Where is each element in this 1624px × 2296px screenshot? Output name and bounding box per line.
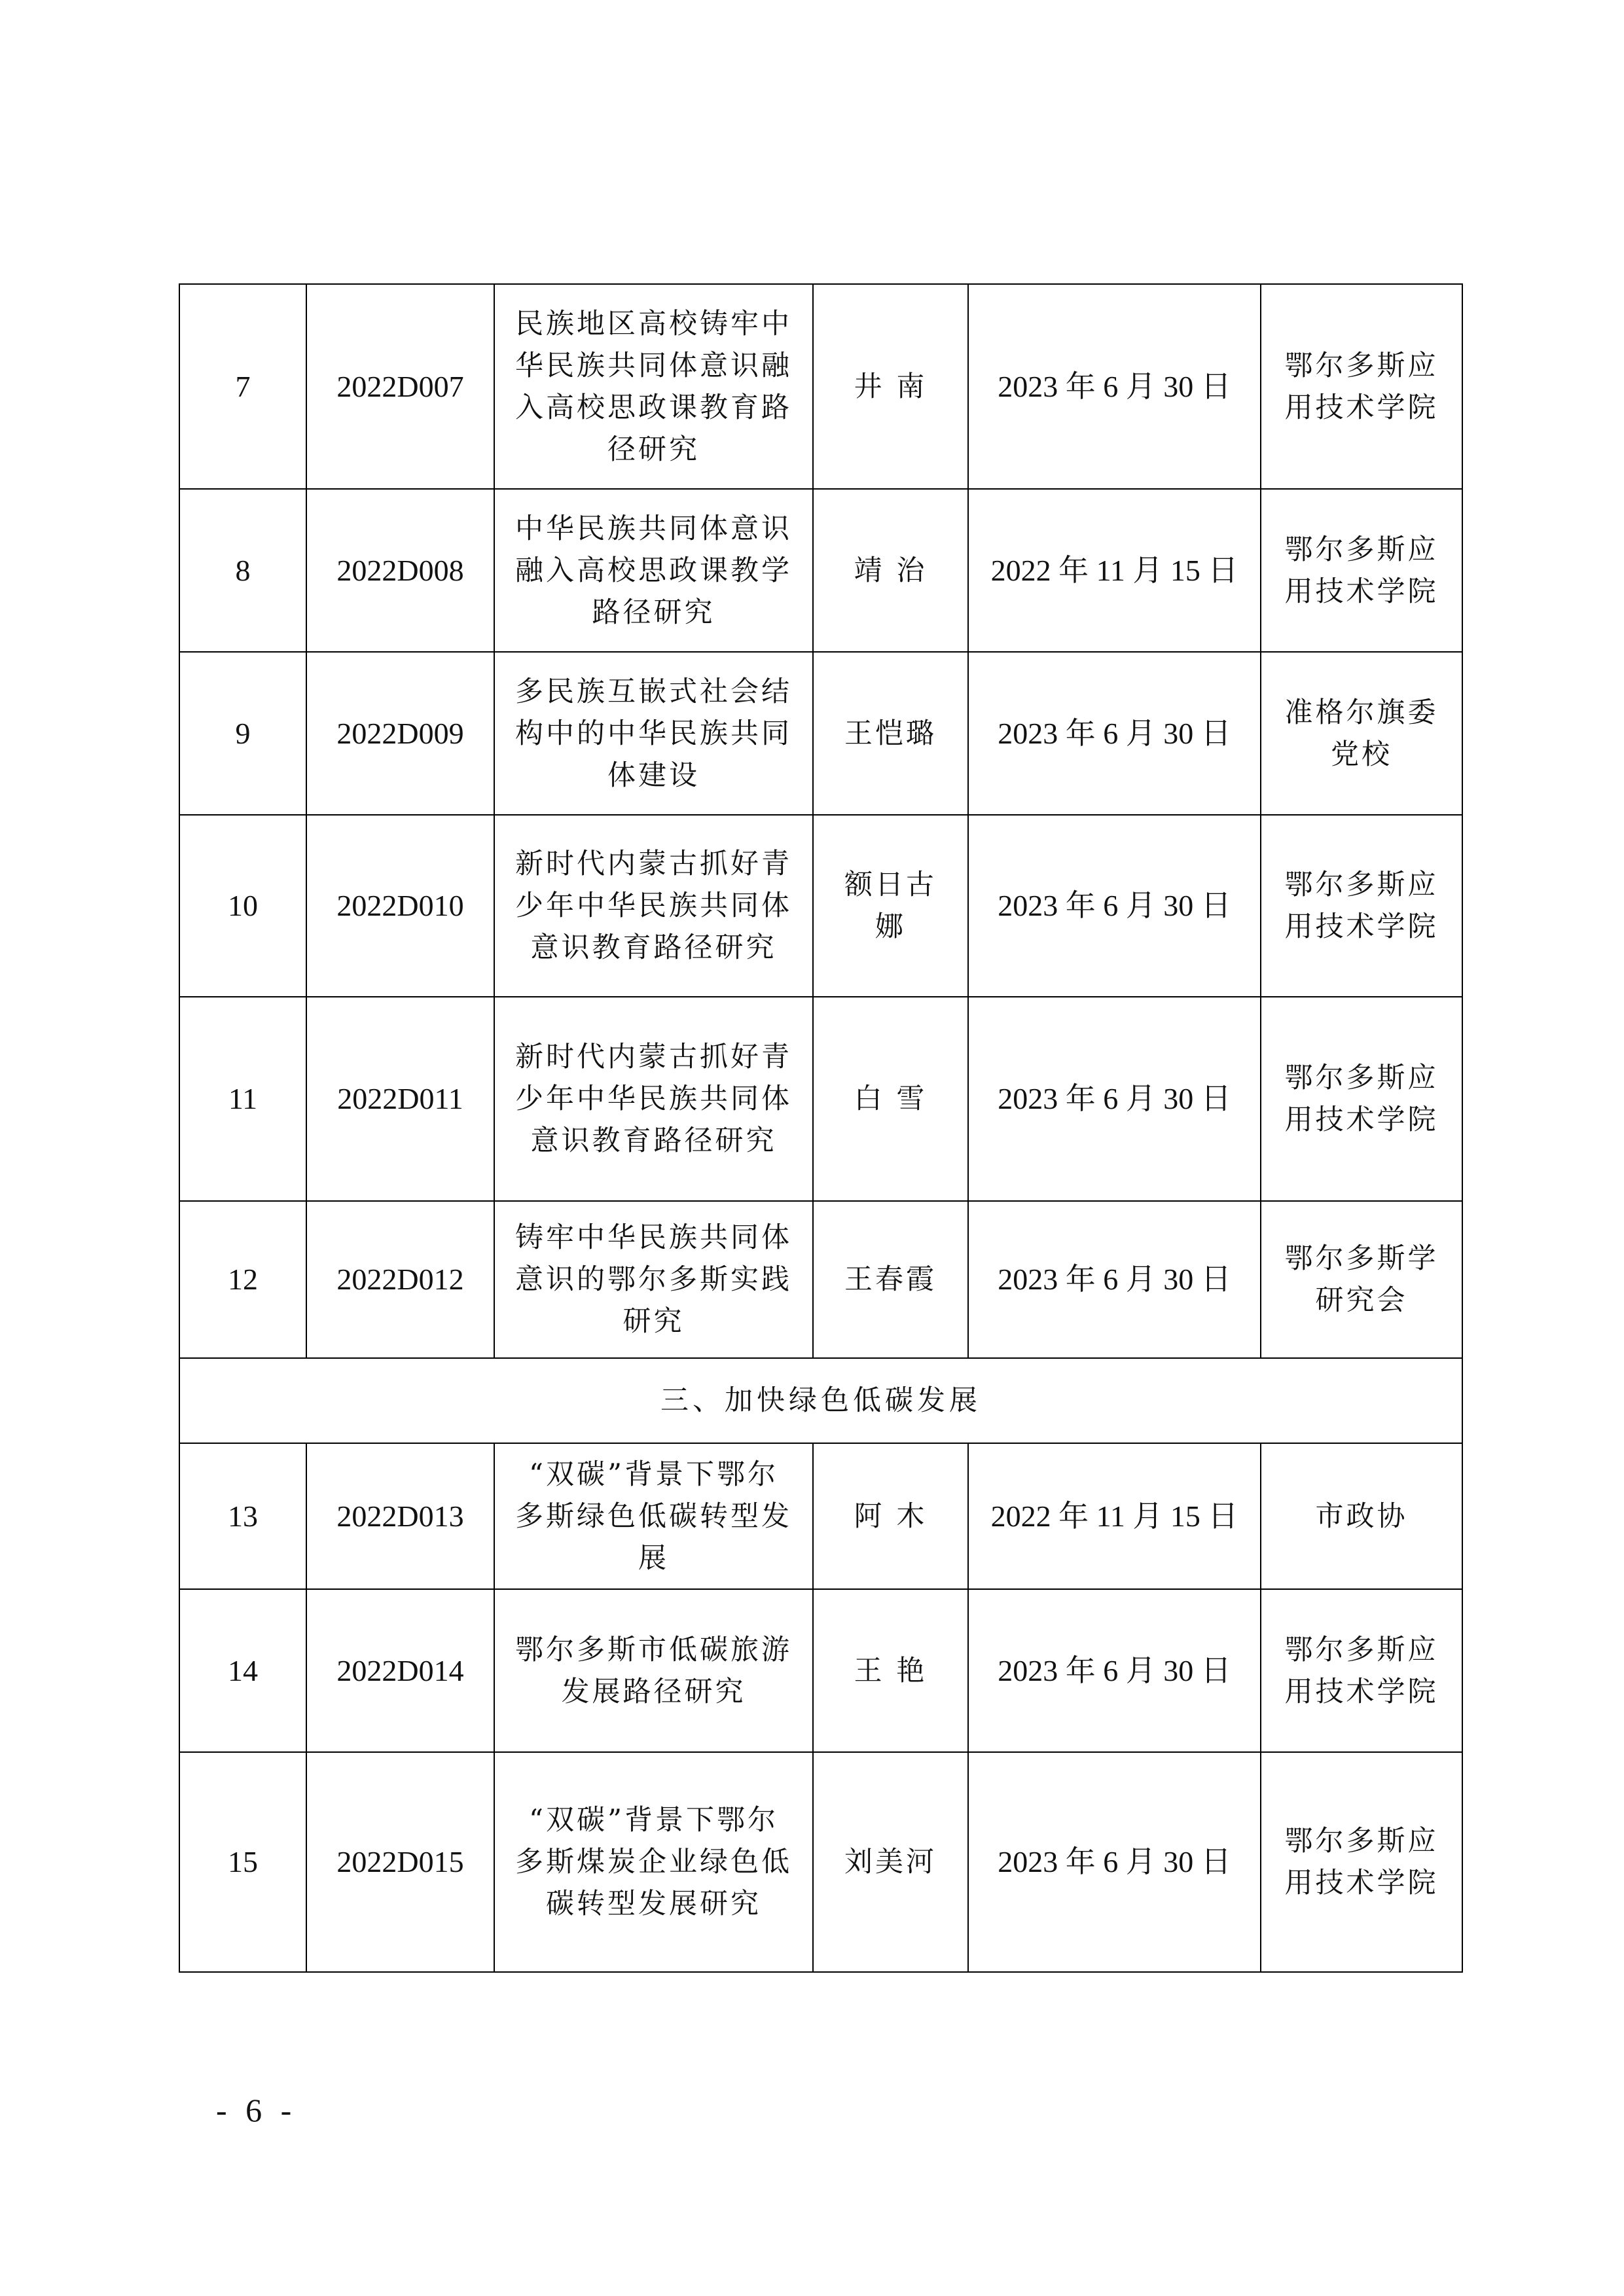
- project-code: 2022D015: [306, 1752, 494, 1972]
- table-row: [179, 1589, 1462, 1752]
- project-code: 2022D007: [306, 284, 494, 489]
- organization: 鄂尔多斯应用技术学院: [1261, 489, 1462, 652]
- project-leader: 井 南: [813, 284, 968, 489]
- project-code: 2022D014: [306, 1589, 494, 1752]
- project-leader: 王恺璐: [813, 652, 968, 815]
- project-title: 鄂尔多斯市低碳旅游发展路径研究: [494, 1589, 813, 1752]
- organization: 鄂尔多斯应用技术学院: [1261, 997, 1462, 1201]
- project-title: 多民族互嵌式社会结构中的中华民族共同体建设: [494, 652, 813, 815]
- project-leader: 靖 治: [813, 489, 968, 652]
- table-row: [179, 489, 1462, 652]
- page-number: - 6 -: [216, 2092, 297, 2128]
- project-title: 中华民族共同体意识融入高校思政课教学路径研究: [494, 489, 813, 652]
- project-leader: 王 艳: [813, 1589, 968, 1752]
- completion-date: 2023 年 6 月 30 日: [968, 815, 1261, 997]
- row-number: 9: [179, 652, 306, 815]
- project-title: 民族地区高校铸牢中华民族共同体意识融入高校思政课教育路径研究: [494, 284, 813, 489]
- row-number: 12: [179, 1201, 306, 1358]
- project-code: 2022D009: [306, 652, 494, 815]
- section-header-row: [179, 1358, 1462, 1443]
- completion-date: 2022 年 11 月 15 日: [968, 1443, 1261, 1589]
- completion-date: 2022 年 11 月 15 日: [968, 489, 1261, 652]
- project-code: 2022D011: [306, 997, 494, 1201]
- project-title: 新时代内蒙古抓好青少年中华民族共同体意识教育路径研究: [494, 997, 813, 1201]
- project-leader: 阿 木: [813, 1443, 968, 1589]
- row-number: 14: [179, 1589, 306, 1752]
- completion-date: 2023 年 6 月 30 日: [968, 652, 1261, 815]
- organization: 鄂尔多斯应用技术学院: [1261, 284, 1462, 489]
- project-code: 2022D013: [306, 1443, 494, 1589]
- completion-date: 2023 年 6 月 30 日: [968, 997, 1261, 1201]
- organization: 准格尔旗委党校: [1261, 652, 1462, 815]
- section-title: 三、加快绿色低碳发展: [179, 1358, 1462, 1443]
- completion-date: 2023 年 6 月 30 日: [968, 1589, 1261, 1752]
- row-number: 11: [179, 997, 306, 1201]
- organization: 鄂尔多斯应用技术学院: [1261, 815, 1462, 997]
- project-leader: 白 雪: [813, 997, 968, 1201]
- project-leader: 王春霞: [813, 1201, 968, 1358]
- project-title: 新时代内蒙古抓好青少年中华民族共同体意识教育路径研究: [494, 815, 813, 997]
- project-table: [179, 283, 1463, 1973]
- completion-date: 2023 年 6 月 30 日: [968, 1752, 1261, 1972]
- row-number: 7: [179, 284, 306, 489]
- table-row: [179, 1201, 1462, 1358]
- table-row: [179, 652, 1462, 815]
- completion-date: 2023 年 6 月 30 日: [968, 1201, 1261, 1358]
- project-code: 2022D008: [306, 489, 494, 652]
- organization: 鄂尔多斯应用技术学院: [1261, 1589, 1462, 1752]
- project-title: “双碳”背景下鄂尔多斯绿色低碳转型发展: [494, 1443, 813, 1589]
- table-row: [179, 1752, 1462, 1972]
- table-row: [179, 815, 1462, 997]
- project-leader: 额日古娜: [813, 815, 968, 997]
- row-number: 13: [179, 1443, 306, 1589]
- organization: 鄂尔多斯应用技术学院: [1261, 1752, 1462, 1972]
- project-title: 铸牢中华民族共同体意识的鄂尔多斯实践研究: [494, 1201, 813, 1358]
- project-code: 2022D010: [306, 815, 494, 997]
- completion-date: 2023 年 6 月 30 日: [968, 284, 1261, 489]
- organization: 市政协: [1261, 1443, 1462, 1589]
- row-number: 8: [179, 489, 306, 652]
- project-leader: 刘美河: [813, 1752, 968, 1972]
- project-code: 2022D012: [306, 1201, 494, 1358]
- project-title: “双碳”背景下鄂尔多斯煤炭企业绿色低碳转型发展研究: [494, 1752, 813, 1972]
- row-number: 10: [179, 815, 306, 997]
- table-row: [179, 284, 1462, 489]
- row-number: 15: [179, 1752, 306, 1972]
- table-row: [179, 997, 1462, 1201]
- table-row: [179, 1443, 1462, 1589]
- organization: 鄂尔多斯学研究会: [1261, 1201, 1462, 1358]
